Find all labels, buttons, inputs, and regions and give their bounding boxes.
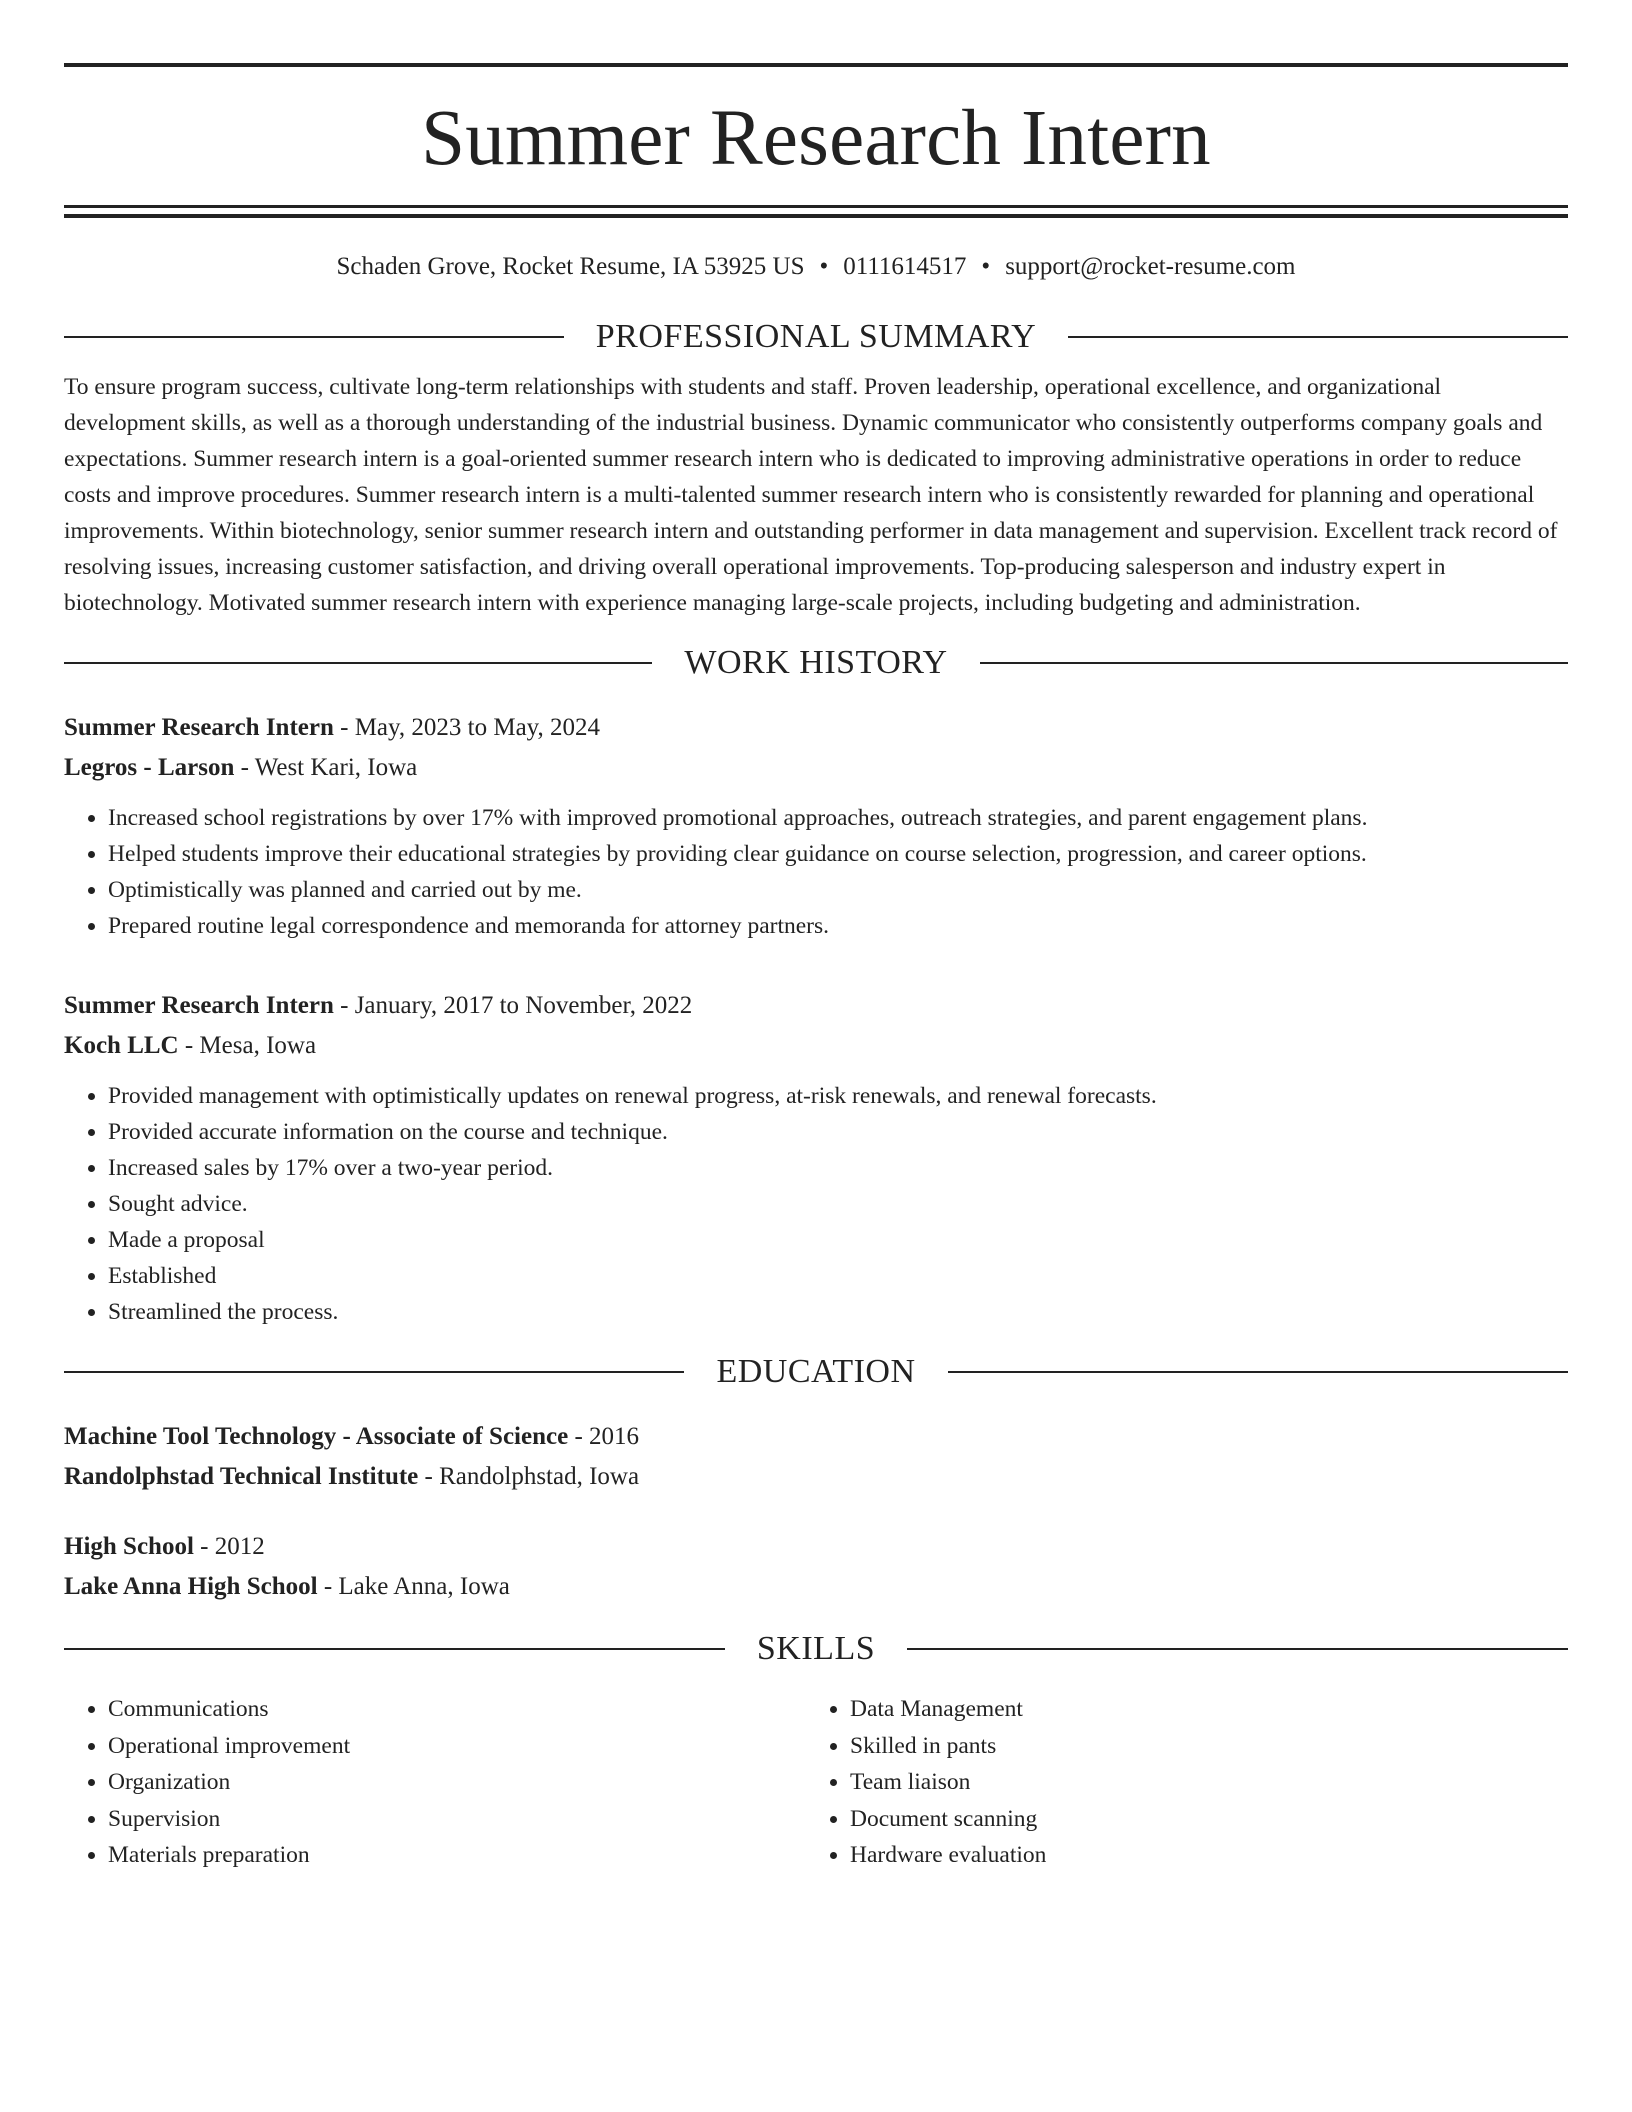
top-rule [64, 63, 1568, 67]
job-bullet: • Provided management with optimistically updates on renewal progress, at-risk renewals, and renewal forecasts. [108, 1078, 1568, 1114]
job-title-line [64, 708, 1568, 748]
heading-rule [1068, 336, 1568, 338]
skill-item: • Hardware evaluation [850, 1837, 1548, 1874]
title-double-rule [64, 205, 1568, 218]
job-location: - Mesa, Iowa [178, 1032, 317, 1059]
skill-item: • Communications [108, 1691, 806, 1728]
education-school-line [64, 1567, 1568, 1607]
section-title: EDUCATION [716, 1353, 916, 1390]
section-heading-skills [64, 1629, 1568, 1669]
job-bullet: • Prepared routine legal correspondence and memoranda for attorney partners. [108, 908, 1568, 944]
heading-rule [64, 662, 652, 664]
contact-separator: • [981, 253, 991, 280]
heading-rule [64, 1648, 725, 1650]
contact-separator: • [819, 253, 829, 280]
section-heading-education [64, 1352, 1568, 1392]
skill-item: • Data Management [850, 1691, 1548, 1728]
heading-rule [948, 1371, 1568, 1373]
education-year: - 2012 [193, 1533, 265, 1560]
job-bullet: • Provided accurate information on the course and technique. [108, 1114, 1568, 1150]
contact-address: Schaden Grove, Rocket Resume, IA 53925 US [336, 253, 805, 280]
education-degree-line [64, 1417, 1568, 1457]
skill-item: • Skilled in pants [850, 1728, 1548, 1765]
contact-line [64, 252, 1568, 282]
job-company-line [64, 748, 1568, 788]
job-bullet: • Sought advice. [108, 1186, 1568, 1222]
section-title: WORK HISTORY [684, 644, 948, 681]
heading-rule [64, 336, 564, 338]
job-bullets [64, 800, 1568, 944]
job-company-line [64, 1026, 1568, 1066]
education-degree: Machine Tool Technology - Associate of Science [64, 1423, 569, 1450]
skill-item: • Supervision [108, 1801, 806, 1838]
education-location: - Randolphstad, Iowa [418, 1463, 640, 1490]
skill-item: • Team liaison [850, 1764, 1548, 1801]
job-bullet: • Established [108, 1258, 1568, 1294]
heading-rule [980, 662, 1568, 664]
job-bullet: • Optimistically was planned and carried out by me. [108, 872, 1568, 908]
education-year: - 2016 [568, 1423, 640, 1450]
job-entry [64, 986, 1568, 1330]
job-dates: - May, 2023 to May, 2024 [333, 714, 601, 741]
education-school: Lake Anna High School [64, 1573, 318, 1600]
job-bullet: • Increased sales by 17% over a two-year period. [108, 1150, 1568, 1186]
job-location: - West Kari, Iowa [234, 754, 418, 781]
section-title: PROFESSIONAL SUMMARY [595, 318, 1037, 355]
skill-item: • Materials preparation [108, 1837, 806, 1874]
skill-item: • Document scanning [850, 1801, 1548, 1838]
contact-email: support@rocket-resume.com [1005, 253, 1296, 280]
education-entry [64, 1417, 1568, 1497]
job-bullet: • Increased school registrations by over 17% with improved promotional approaches, outreach strategies, and parent engagement plans. [108, 800, 1568, 836]
job-title-line [64, 986, 1568, 1026]
resume-title: Summer Research Intern [421, 95, 1211, 182]
heading-rule [64, 1371, 684, 1373]
job-company: Legros - Larson [64, 754, 235, 781]
education-school-line [64, 1457, 1568, 1497]
education-location: - Lake Anna, Iowa [317, 1573, 510, 1600]
job-bullet: • Helped students improve their educational strategies by providing clear guidance on course selection, progression, and career options. [108, 836, 1568, 872]
job-company: Koch LLC [64, 1032, 179, 1059]
section-heading-work-history [64, 643, 1568, 683]
job-bullet: • Made a proposal [108, 1222, 1568, 1258]
education-entry [64, 1527, 1568, 1607]
skills-column-left [64, 1691, 806, 1874]
skill-item: • Organization [108, 1764, 806, 1801]
job-bullets [64, 1078, 1568, 1330]
summary-text: To ensure program success, cultivate long-term relationships with students and staff. Proven leadership, operational excellence, and organizational development skills, as well as a thorough understanding of the industrial business. Dynamic communicator who consistently outperforms company goals and expectations. Summer research intern is a goal-oriented summer research intern who is dedicated to improving administrative operations in order to reduce costs and improve procedures. Summer research intern is a multi-talented summer research intern who is consistently rewarded for planning and operational improvements. Within biotechnology, senior summer research intern and outstanding performer in data management and supervision. Excellent track record of resolving issues, increasing customer satisfaction, and driving overall operational improvements. Top-producing salesperson and industry expert in biotechnology. Motivated summer research intern with experience managing large-scale projects, including budgeting and administration. [64, 374, 1558, 616]
job-title: Summer Research Intern [64, 714, 334, 741]
skills-column-right [806, 1691, 1548, 1874]
skills-list [64, 1691, 1568, 1874]
education-school: Randolphstad Technical Institute [64, 1463, 419, 1490]
job-entry [64, 708, 1568, 944]
heading-rule [907, 1648, 1568, 1650]
job-bullet: • Streamlined the process. [108, 1294, 1568, 1330]
education-degree-line [64, 1527, 1568, 1567]
job-dates: - January, 2017 to November, 2022 [333, 992, 693, 1019]
education-degree: High School [64, 1533, 194, 1560]
contact-phone: 0111614517 [843, 253, 967, 280]
job-title: Summer Research Intern [64, 992, 334, 1019]
section-title: SKILLS [756, 1630, 876, 1667]
skill-item: • Operational improvement [108, 1728, 806, 1765]
section-heading-summary [64, 317, 1568, 357]
